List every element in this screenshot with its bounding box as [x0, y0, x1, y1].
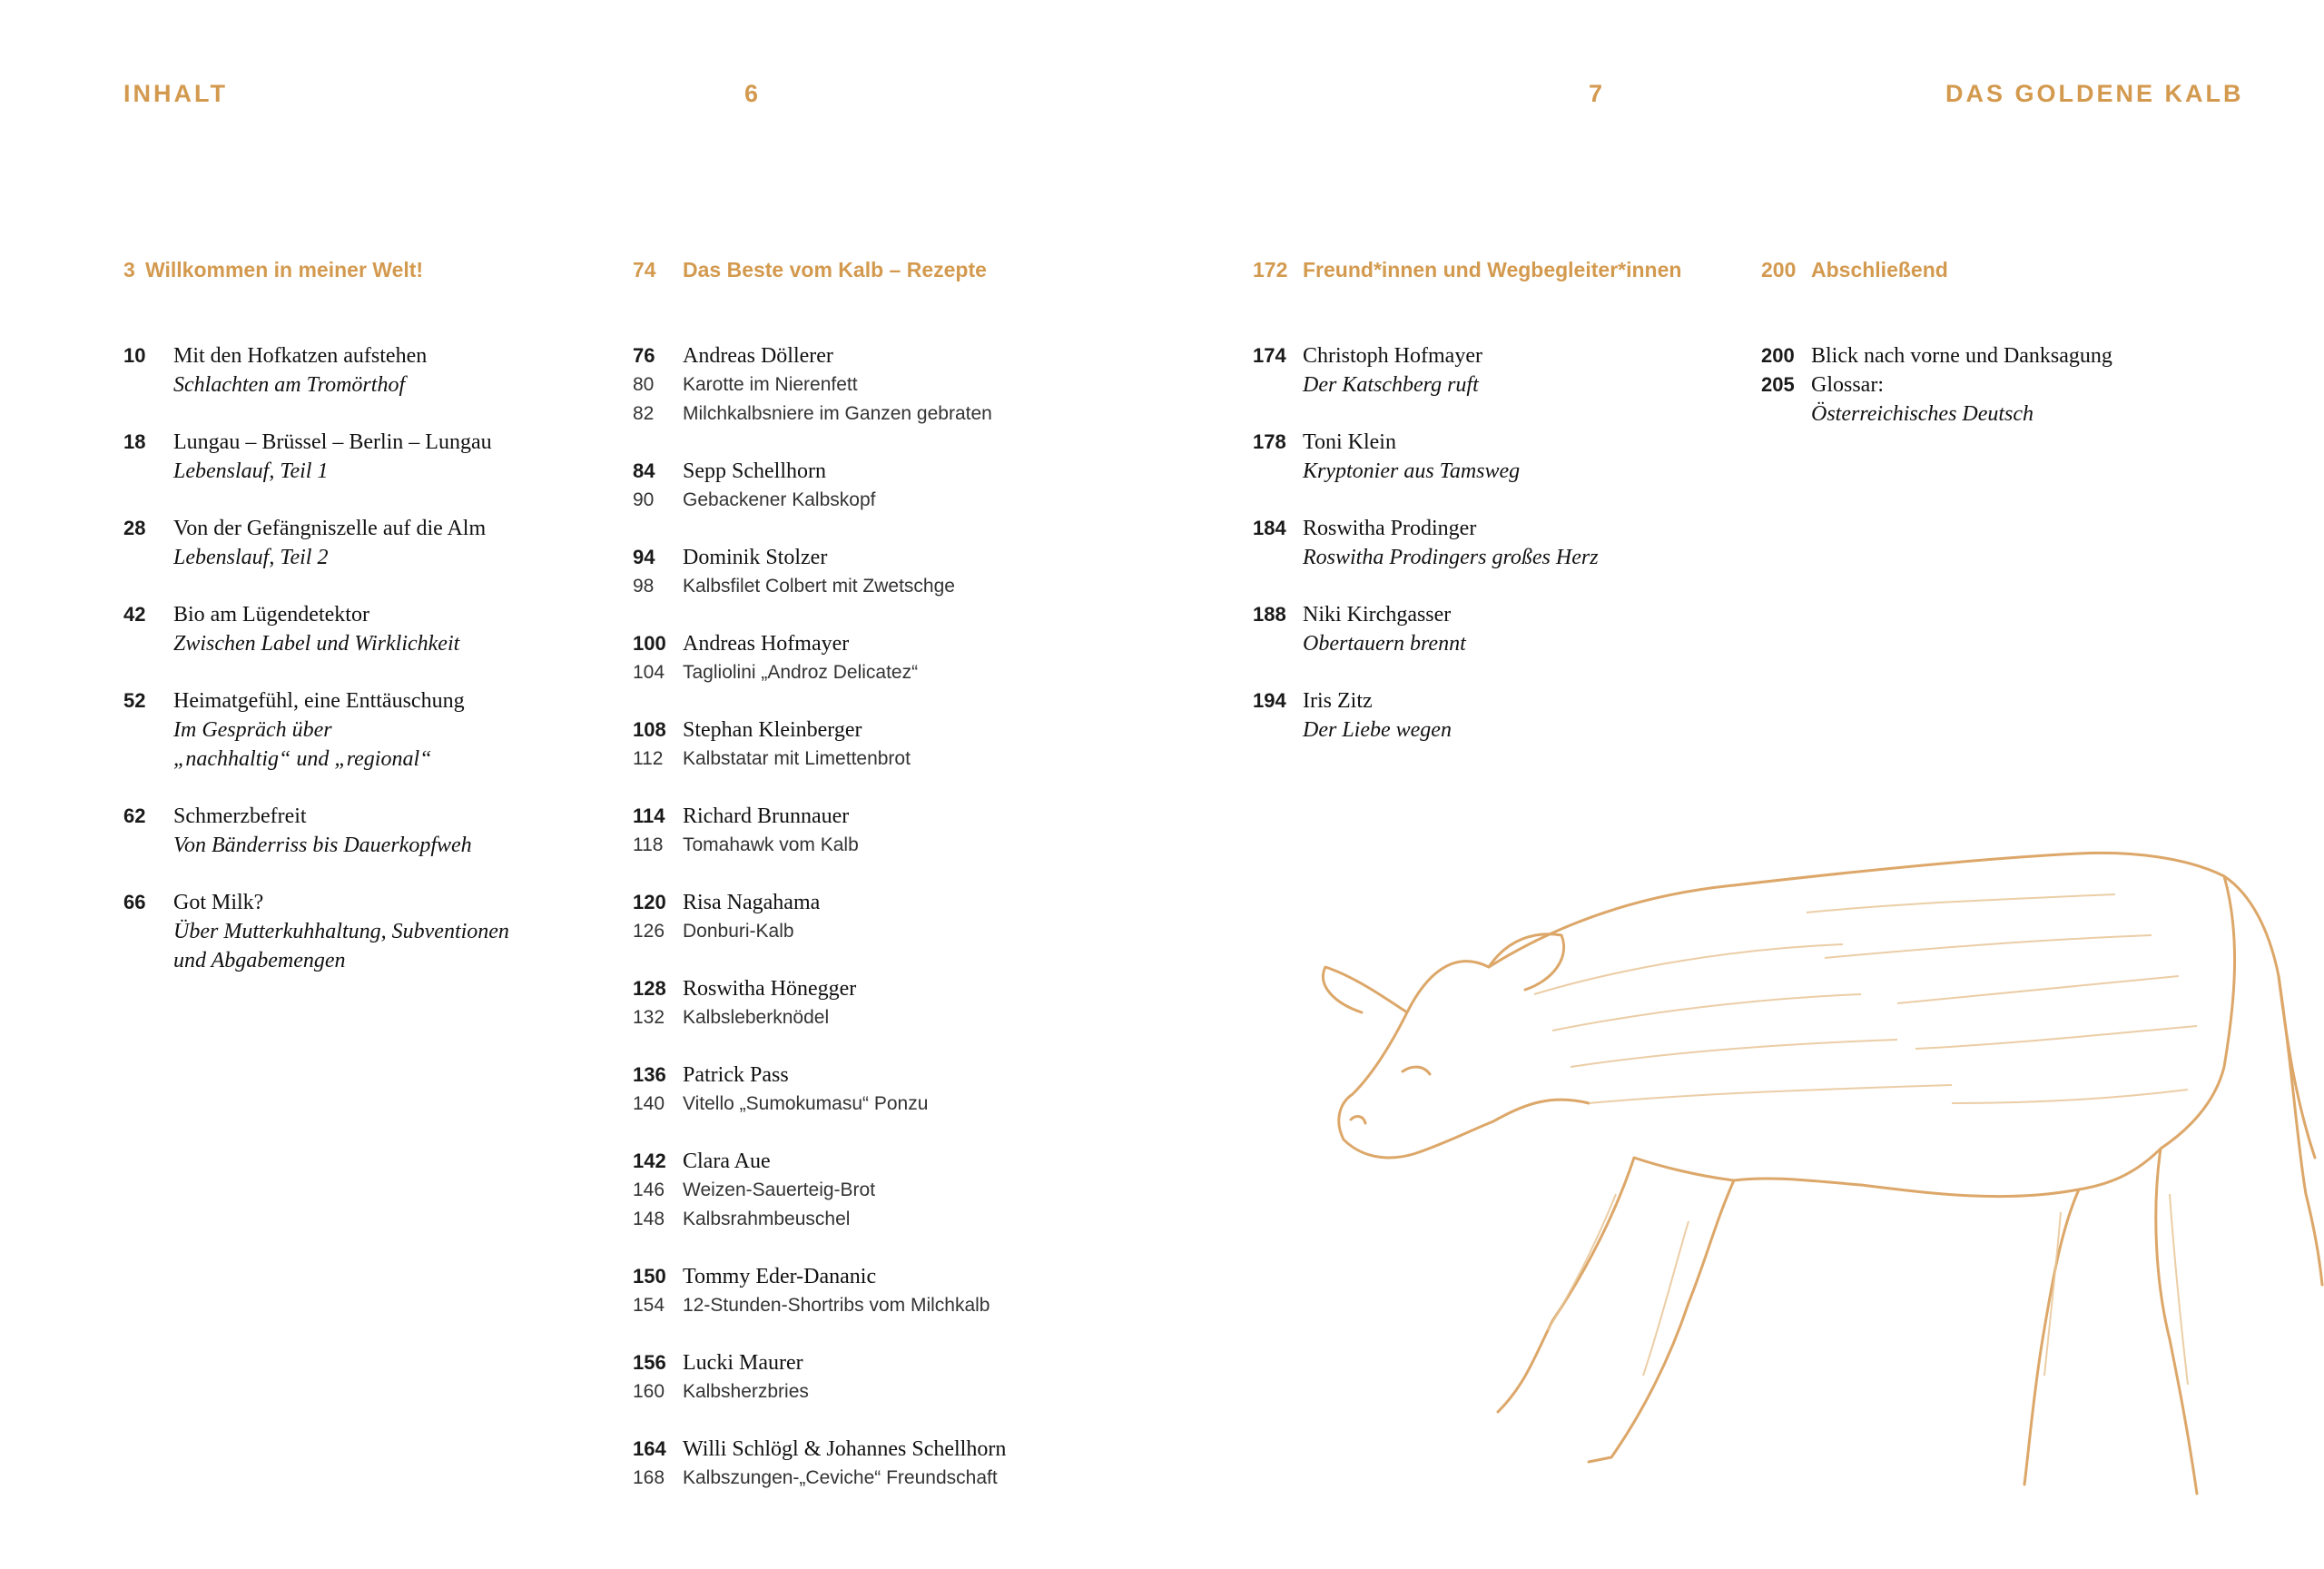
header-section-title: INHALT [123, 80, 228, 107]
entry-title: Stephan Kleinberger [683, 718, 862, 742]
recipe-page-number: 154 [633, 1295, 665, 1316]
entry-subtitle: Kryptonier aus Tamsweg [1303, 459, 1521, 483]
toc-column-intro [123, 258, 596, 1003]
recipe-title: Kalbsrahmbeuschel [683, 1209, 851, 1229]
entry-subtitle: Zwischen Label und Wirklichkeit [173, 632, 460, 656]
entry-page-number: 128 [633, 977, 666, 1000]
entry-title: Lucki Maurer [683, 1351, 803, 1375]
toc-entry[interactable] [633, 543, 1123, 601]
calf-body-outline [1489, 853, 2315, 1494]
entry-title: Clara Aue [683, 1150, 771, 1173]
recipe-page-number: 126 [633, 921, 665, 942]
toc-column-friends [1253, 258, 1725, 773]
toc-entry[interactable] [123, 341, 596, 400]
entry-page-number: 18 [123, 430, 146, 453]
recipe-title: Kalbsleberknödel [683, 1007, 830, 1028]
recipe-item[interactable] [633, 370, 1123, 400]
entry-title: Tommy Eder-Dananic [683, 1265, 877, 1288]
entry-page-number: 174 [1253, 344, 1286, 367]
toc-column-closing [1761, 258, 2233, 457]
entry-subtitle: Obertauern brennt [1303, 632, 1466, 656]
toc-entry[interactable] [123, 428, 596, 486]
entry-page-number: 178 [1253, 430, 1286, 453]
entry-title: Bio am Lügendetektor [173, 603, 369, 627]
toc-column-recipes [633, 258, 1123, 1521]
recipe-title: Karotte im Nierenfett [683, 374, 858, 395]
entry-page-number: 66 [123, 891, 146, 913]
toc-entry[interactable] [633, 341, 1123, 429]
toc-entry[interactable] [123, 802, 596, 860]
toc-entry[interactable] [633, 802, 1123, 860]
toc-entry[interactable] [633, 629, 1123, 687]
entry-page-number: 205 [1761, 373, 1795, 396]
toc-entry[interactable] [633, 715, 1123, 774]
entry-page-number: 136 [633, 1063, 666, 1086]
section-page-number: 200 [1761, 258, 1797, 281]
entry-title: Iris Zitz [1303, 689, 1373, 713]
entry-subtitle: Von Bänderriss bis Dauerkopfweh [173, 834, 472, 857]
entry-title: Patrick Pass [683, 1063, 789, 1087]
toc-entry[interactable] [1253, 514, 1725, 572]
recipe-page-number: 146 [633, 1179, 665, 1200]
recipe-item[interactable] [633, 400, 1123, 429]
entry-page-number: 94 [633, 546, 655, 568]
recipe-title: Tagliolini „Androz Delicatez“ [683, 662, 919, 683]
recipe-page-number: 104 [633, 662, 665, 683]
recipe-title: Kalbsfilet Colbert mit Zwetschge [683, 576, 955, 597]
recipe-item[interactable] [633, 745, 1123, 774]
entry-page-number: 76 [633, 344, 655, 367]
toc-entry[interactable] [633, 1061, 1123, 1119]
recipe-title: Milchkalbsniere im Ganzen gebraten [683, 403, 992, 424]
entry-title: Andreas Hofmayer [683, 632, 850, 656]
entry-title: Dominik Stolzer [683, 546, 828, 569]
entry-title: Toni Klein [1303, 430, 1396, 454]
entry-page-number: 156 [633, 1351, 666, 1374]
entry-title: Sepp Schellhorn [683, 459, 826, 483]
entry-subtitle: Schlachten am Tromörthof [173, 373, 406, 397]
entry-page-number: 164 [633, 1437, 666, 1460]
entry-subtitle: Österreichisches Deutsch [1811, 402, 2034, 426]
section-title: Das Beste vom Kalb – Rezepte [683, 258, 987, 281]
toc-section-heading [1253, 258, 1725, 294]
recipe-item[interactable] [633, 1291, 1123, 1320]
recipe-item[interactable] [633, 486, 1123, 515]
entry-title: Risa Nagahama [683, 891, 821, 914]
recipe-item[interactable] [633, 658, 1123, 687]
entry-page-number: 84 [633, 459, 655, 482]
recipe-item[interactable] [633, 1464, 1123, 1493]
recipe-title: Vitello „Sumokumasu“ Ponzu [683, 1093, 929, 1114]
recipe-list [633, 341, 1123, 1493]
toc-entry[interactable] [1761, 341, 2233, 370]
toc-entry[interactable] [123, 686, 596, 774]
entry-page-number: 200 [1761, 344, 1795, 367]
entry-subtitle-line-2: „nachhaltig“ und „regional“ [173, 747, 432, 771]
toc-section-heading [1761, 258, 2233, 294]
toc-entry[interactable] [1761, 370, 2233, 429]
recipe-item[interactable] [633, 1090, 1123, 1119]
entry-title: Von der Gefängniszelle auf die Alm [173, 517, 487, 540]
entry-subtitle: Über Mutterkuhhaltung, Subventionen [173, 920, 509, 943]
entry-title: Mit den Hofkatzen aufstehen [173, 344, 428, 368]
recipe-page-number: 90 [633, 489, 655, 510]
entry-subtitle: Roswitha Prodingers großes Herz [1303, 546, 1599, 569]
recipe-item[interactable] [633, 1205, 1123, 1234]
toc-entry[interactable] [123, 514, 596, 572]
entry-title: Willi Schlögl & Johannes Schellhorn [683, 1437, 1007, 1461]
entry-title: Roswitha Prodinger [1303, 517, 1477, 540]
recipe-page-number: 132 [633, 1007, 665, 1028]
toc-entry[interactable] [633, 1348, 1123, 1406]
entry-title: Andreas Döllerer [683, 344, 833, 368]
recipe-title: Kalbsherzbries [683, 1381, 809, 1402]
left-page-number: 6 [744, 80, 762, 107]
toc-entry[interactable] [633, 457, 1123, 515]
entry-title: Niki Kirchgasser [1303, 603, 1452, 627]
recipe-item[interactable] [633, 1176, 1123, 1205]
entry-title: Heimatgefühl, eine Enttäuschung [173, 689, 465, 713]
recipe-title: Weizen-Sauerteig-Brot [683, 1179, 876, 1200]
entry-page-number: 188 [1253, 603, 1286, 626]
entry-page-number: 114 [633, 804, 665, 827]
recipe-page-number: 148 [633, 1209, 665, 1229]
section-title: Freund*innen und Wegbegleiter*innen [1303, 258, 1682, 281]
entry-title: Blick nach vorne und Danksagung [1811, 344, 2112, 368]
entry-page-number: 100 [633, 632, 666, 655]
calf-nostril [1351, 1117, 1365, 1123]
recipe-item[interactable] [633, 1003, 1123, 1032]
recipe-page-number: 80 [633, 374, 655, 395]
toc-entry[interactable] [633, 1262, 1123, 1320]
toc-entry[interactable] [1253, 428, 1725, 486]
entry-page-number: 10 [123, 344, 146, 367]
recipe-page-number: 140 [633, 1093, 665, 1114]
calf-illustration [1262, 831, 2324, 1521]
toc-entry[interactable] [1253, 600, 1725, 658]
toc-entry[interactable] [1253, 341, 1725, 400]
toc-entry[interactable] [123, 888, 596, 975]
recipe-item[interactable] [633, 572, 1123, 601]
entry-title: Schmerzbefreit [173, 804, 307, 828]
recipe-title: Donburi-Kalb [683, 921, 794, 942]
recipe-title: Kalbszungen-„Ceviche“ Freundschaft [683, 1467, 998, 1488]
recipe-title: Gebackener Kalbskopf [683, 489, 876, 510]
recipe-page-number: 112 [633, 748, 664, 769]
entry-title: Lungau – Brüssel – Berlin – Lungau [173, 430, 492, 454]
entry-subtitle: Im Gespräch über [173, 718, 332, 742]
section-page-number: 74 [633, 258, 656, 281]
right-page-number: 7 [1589, 80, 1606, 107]
toc-entry[interactable] [123, 600, 596, 658]
entry-page-number: 142 [633, 1150, 666, 1172]
recipe-page-number: 118 [633, 834, 664, 855]
entry-page-number: 194 [1253, 689, 1286, 712]
calf-tail [2279, 976, 2322, 1285]
entry-subtitle: Der Liebe wegen [1303, 718, 1452, 742]
recipe-page-number: 160 [633, 1381, 665, 1402]
toc-section-heading [633, 258, 1123, 294]
recipe-page-number: 98 [633, 576, 655, 597]
toc-section-heading [123, 258, 596, 294]
entry-page-number: 28 [123, 517, 146, 539]
calf-head-outline [1323, 934, 1589, 1158]
toc-entry[interactable] [1253, 686, 1725, 745]
section-title: Willkommen in meiner Welt! [145, 258, 424, 281]
toc-entry[interactable] [633, 1147, 1123, 1234]
entry-title: Roswitha Hönegger [683, 977, 857, 1001]
section-title: Abschließend [1811, 258, 1948, 281]
entry-page-number: 184 [1253, 517, 1286, 539]
entry-title: Glossar: [1811, 373, 1884, 397]
recipe-title: Tomahawk vom Kalb [683, 834, 859, 855]
entry-subtitle: Der Katschberg ruft [1303, 373, 1479, 397]
entry-subtitle: Lebenslauf, Teil 2 [173, 546, 329, 569]
header-book-title: DAS GOLDENE KALB [1945, 80, 2244, 107]
recipe-page-number: 82 [633, 403, 655, 424]
entry-page-number: 42 [123, 603, 146, 626]
section-page-number: 172 [1253, 258, 1288, 281]
entry-title: Christoph Hofmayer [1303, 344, 1482, 368]
entry-title: Richard Brunnauer [683, 804, 850, 828]
entry-subtitle: Lebenslauf, Teil 1 [173, 459, 329, 483]
entry-subtitle-line-2: und Abgabemengen [173, 949, 346, 972]
entry-title: Got Milk? [173, 891, 264, 914]
entry-page-number: 108 [633, 718, 666, 741]
entry-page-number: 150 [633, 1265, 666, 1288]
toc-entry[interactable] [633, 1435, 1123, 1493]
toc-entry[interactable] [633, 974, 1123, 1032]
recipe-page-number: 168 [633, 1467, 665, 1488]
section-page-number: 3 [123, 258, 135, 281]
recipe-title: 12-Stunden-Shortribs vom Milchkalb [683, 1295, 990, 1316]
entry-page-number: 62 [123, 804, 146, 827]
entry-page-number: 120 [633, 891, 666, 913]
entry-page-number: 52 [123, 689, 146, 712]
toc-entry[interactable] [633, 888, 1123, 946]
recipe-title: Kalbstatar mit Limettenbrot [683, 748, 911, 769]
recipe-item[interactable] [633, 917, 1123, 946]
recipe-item[interactable] [633, 831, 1123, 860]
recipe-item[interactable] [633, 1377, 1123, 1406]
calf-eye [1403, 1067, 1430, 1074]
